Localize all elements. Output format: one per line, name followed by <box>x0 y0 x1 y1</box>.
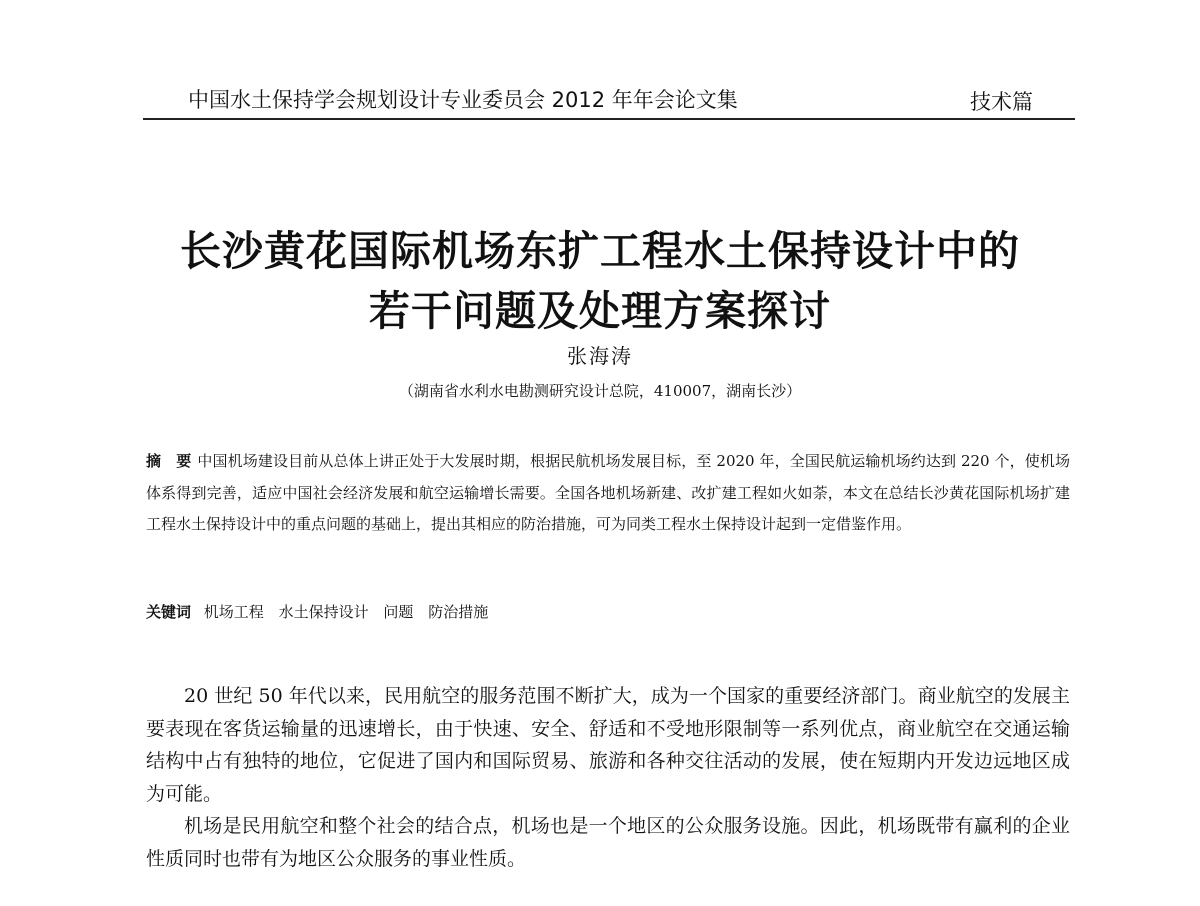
keyword: 水土保持设计 <box>278 603 369 621</box>
abstract <box>146 446 1070 541</box>
running-header <box>143 84 1075 120</box>
keywords-label: 关键词 <box>146 603 192 621</box>
body-paragraph: 20 世纪 50 年代以来，民用航空的服务范围不断扩大，成为一个国家的重要经济部门。商业航空的发展主要表现在客货运输量的迅速增长，由于快速、安全、舒适和不受地形限制等一系列优点，商业航空在交通运输结构中占有独特的地位，它促进了国内和国际贸易、旅游和各种交往活动的发展，使在短期内开发边远地区成为可能。 <box>146 685 1070 805</box>
author-name: 张海涛 <box>567 344 633 368</box>
keywords <box>146 601 1070 622</box>
paper-title-line-1: 长沙黄花国际机场东扩工程水土保持设计中的 <box>180 227 1020 275</box>
keyword: 问题 <box>383 603 414 621</box>
section-label: 技术篇 <box>970 90 1033 114</box>
author-affiliation: （湖南省水利水电勘测研究设计总院，410007，湖南长沙） <box>398 382 802 400</box>
keyword: 防治措施 <box>428 603 489 621</box>
body-text <box>146 680 1070 876</box>
paper-title-line-2: 若干问题及处理方案探讨 <box>369 287 831 335</box>
body-paragraph: 机场是民用航空和整个社会的结合点，机场也是一个地区的公众服务设施。因此，机场既带有赢利的企业性质同时也带有为地区公众服务的事业性质。 <box>146 815 1070 870</box>
abstract-label: 摘 要 <box>146 452 192 470</box>
keyword: 机场工程 <box>203 603 264 621</box>
proceedings-title: 中国水土保持学会规划设计专业委员会 2012 年年会论文集 <box>188 88 738 112</box>
abstract-text: 中国机场建设目前从总体上讲正处于大发展时期，根据民航机场发展目标，至 2020 年，全国民航运输机场约达到 220 个，使机场体系得到完善，适应中国社会经济发展和航空运输增长需要。全国各地机场新建、改扩建工程如火如荼，本文在总结长沙黄花国际机场扩建工程水土保持设计中的重点问题的基础上，提出其相应的防治措施，可为同类工程水土保持设计起到一定借鉴作用。 <box>146 452 1070 533</box>
